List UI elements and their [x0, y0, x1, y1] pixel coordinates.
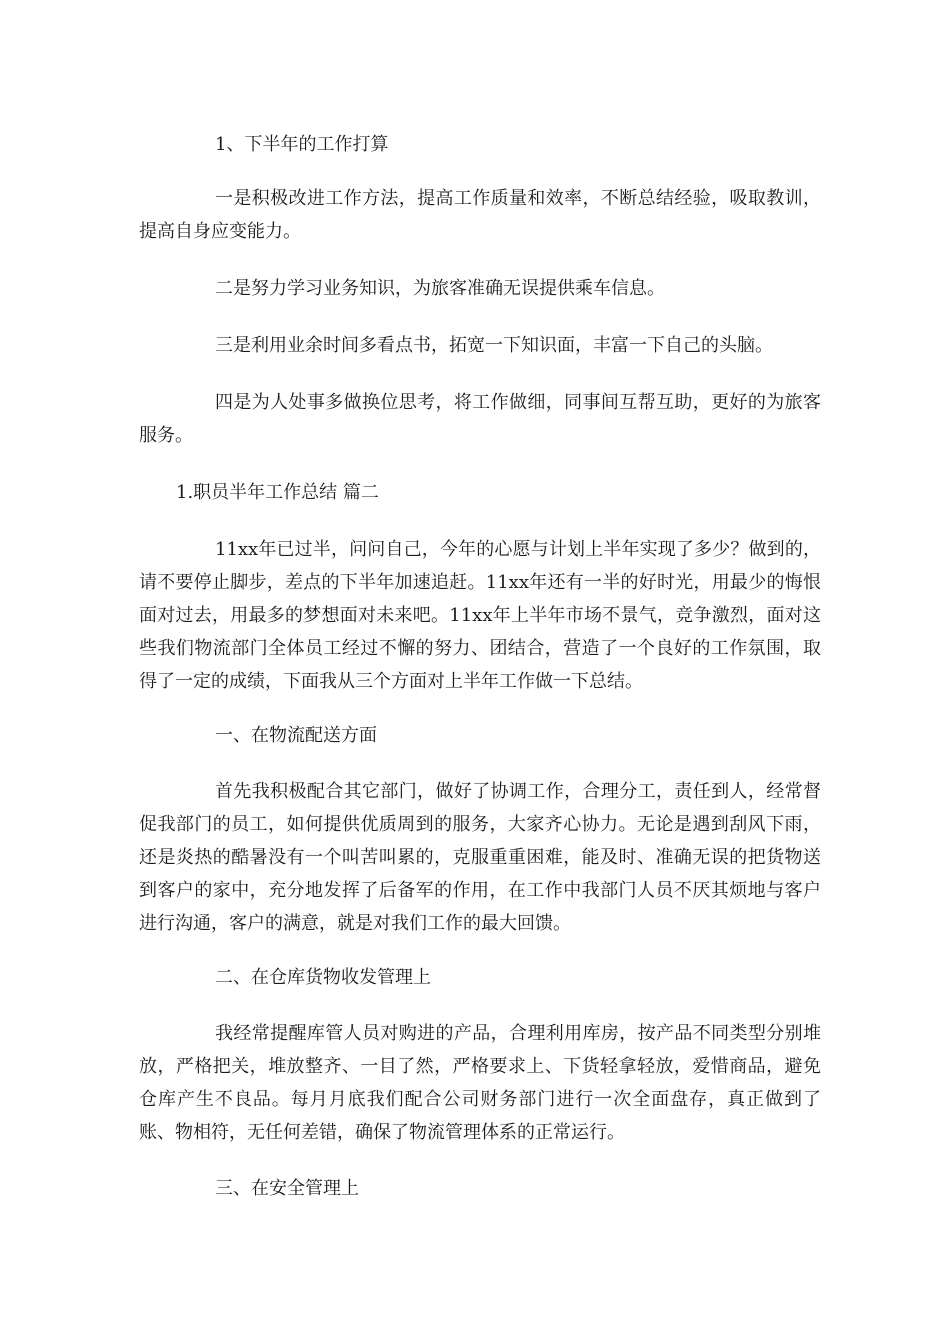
paragraph-warehouse: 我经常提醒库管人员对购进的产品，合理利用库房，按产品不同类型分别堆放，严格把关，堆放整齐、一目了然，严格要求上、下货轻拿轻放，爱惜商品，避免仓库产生不良品。每月月底我们配合公司财务部门进行一次全面盘存，真正做到了账、物相符，无任何差错，确保了物流管理体系的正常运行。 — [139, 1023, 821, 1143]
paragraph-intro: 11xx年已过半，问问自己，今年的心愿与计划上半年实现了多少？做到的，请不要停止脚步，差点的下半年加速追赶。11xx年还有一半的好时光，用最少的悔恨面对过去，用最多的梦想面对未来吧。11xx年上半年市场不景气，竞争激烈，面对这些我们物流部门全体员工经过不懈的努力、团结合，营造了一个良好的工作氛围，取得了一定的成绩，下面我从三个方面对上半年工作做一下总结。 — [139, 539, 821, 692]
section-heading-plan: 1、下半年的工作打算 — [215, 134, 389, 155]
paragraph-plan-item-4: 四是为人处事多做换位思考，将工作做细，同事间互帮互助，更好的为旅客服务。 — [139, 392, 821, 446]
paragraph-logistics: 首先我积极配合其它部门，做好了协调工作，合理分工，责任到人，经常督促我部门的员工，如何提供优质周到的服务，大家齐心协力。无论是遇到刮风下雨，还是炎热的酷暑没有一个叫苦叫累的，克服重重困难，能及时、准确无误的把货物送到客户的家中，充分地发挥了后备军的作用，在工作中我部门人员不厌其烦地与客户进行沟通，客户的满意，就是对我们工作的最大回馈。 — [139, 781, 821, 934]
paragraph-plan-item-2: 二是努力学习业务知识，为旅客准确无误提供乘车信息。 — [215, 278, 665, 299]
section-heading-warehouse: 二、在仓库货物收发管理上 — [215, 967, 431, 988]
paragraph-plan-item-1: 一是积极改进工作方法，提高工作质量和效率，不断总结经验，吸取教训，提高自身应变能力。 — [139, 188, 821, 242]
section-heading-logistics: 一、在物流配送方面 — [215, 725, 377, 746]
section-heading-safety: 三、在安全管理上 — [215, 1178, 359, 1199]
section-heading-part-two: 1.职员半年工作总结 篇二 — [176, 482, 379, 503]
document-body — [139, 128, 821, 1205]
paragraph-plan-item-3: 三是利用业余时间多看点书，拓宽一下知识面，丰富一下自己的头脑。 — [215, 335, 773, 356]
